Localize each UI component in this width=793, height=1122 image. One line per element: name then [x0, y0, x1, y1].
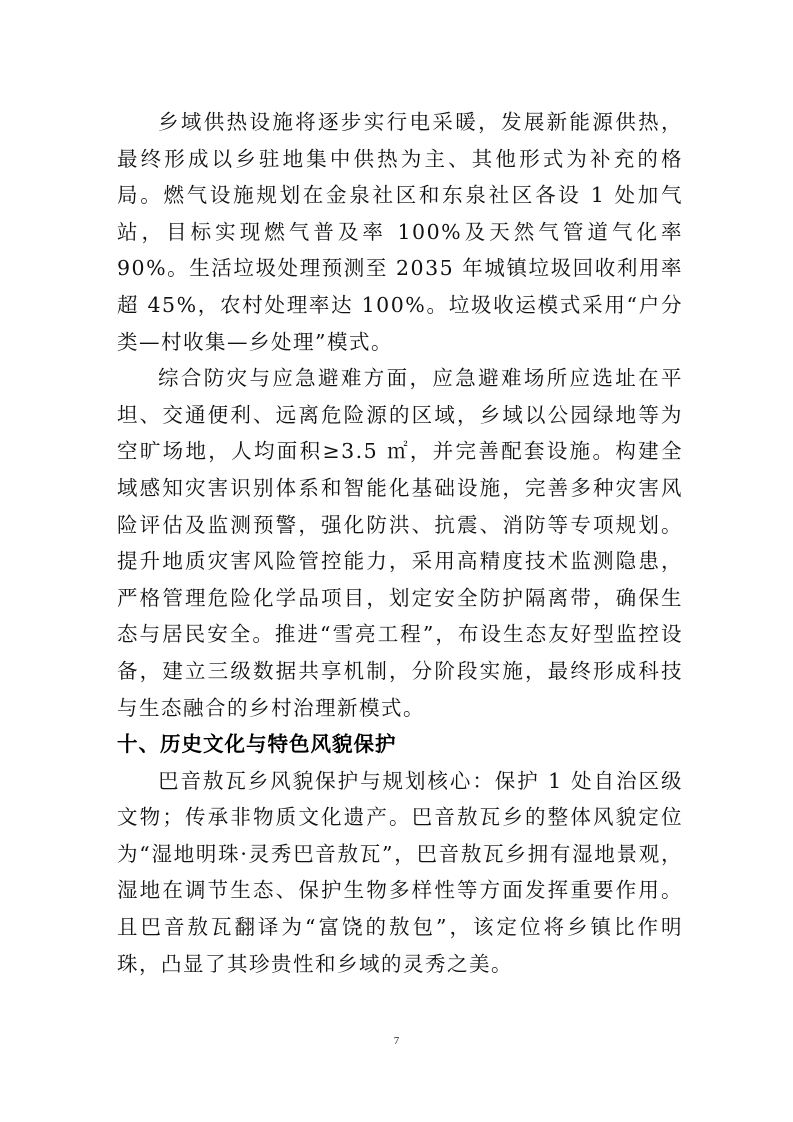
page-content [117, 104, 683, 982]
paragraph-infrastructure: 乡域供热设施将逐步实行电采暖，发展新能源供热，最终形成以乡驻地集中供热为主、其他形式为补充的格局。燃气设施规划在金泉社区和东泉社区各设 1 处加气站，目标实现燃气普及率 100%及天然气管道气化率 90%。生活垃圾处理预测至 2035 年城镇垃圾回收利用率超 45%，农村处理率达 100%。垃圾收运模式采用“户分类—村收集—乡处理”模式。 [117, 110, 683, 354]
paragraph-heritage-protection: 巴音敖瓦乡风貌保护与规划核心：保护 1 处自治区级文物；传承非物质文化遗产。巴音敖瓦乡的整体风貌定位为“湿地明珠·灵秀巴音敖瓦”，巴音敖瓦乡拥有湿地景观，湿地在调节生态、保护生物多样性等方面发挥重要作用。且巴音敖瓦翻译为“富饶的敖包”，该定位将乡镇比作明珠，凸显了其珍贵性和乡域的灵秀之美。 [117, 768, 683, 976]
section-heading: 十、历史文化与特色风貌保护 [117, 732, 397, 757]
paragraph-disaster-prevention: 综合防灾与应急避难方面，应急避难场所应选址在平坦、交通便利、远离危险源的区域，乡域以公园绿地等为空旷场地，人均面积≥3.5 ㎡，并完善配套设施。构建全域感知灾害识别体系和智能化基础设施，完善多种灾害风险评估及监测预警，强化防洪、抗震、消防等专项规划。提升地质灾害风险管控能力，采用高精度技术监测隐患，严格管理危险化学品项目，划定安全防护隔离带，确保生态与居民安全。推进“雪亮工程”，布设生态友好型监控设备，建立三级数据共享机制，分阶段实施，最终形成科技与生态融合的乡村治理新模式。 [117, 366, 683, 720]
page-number: 7 [393, 1035, 400, 1047]
